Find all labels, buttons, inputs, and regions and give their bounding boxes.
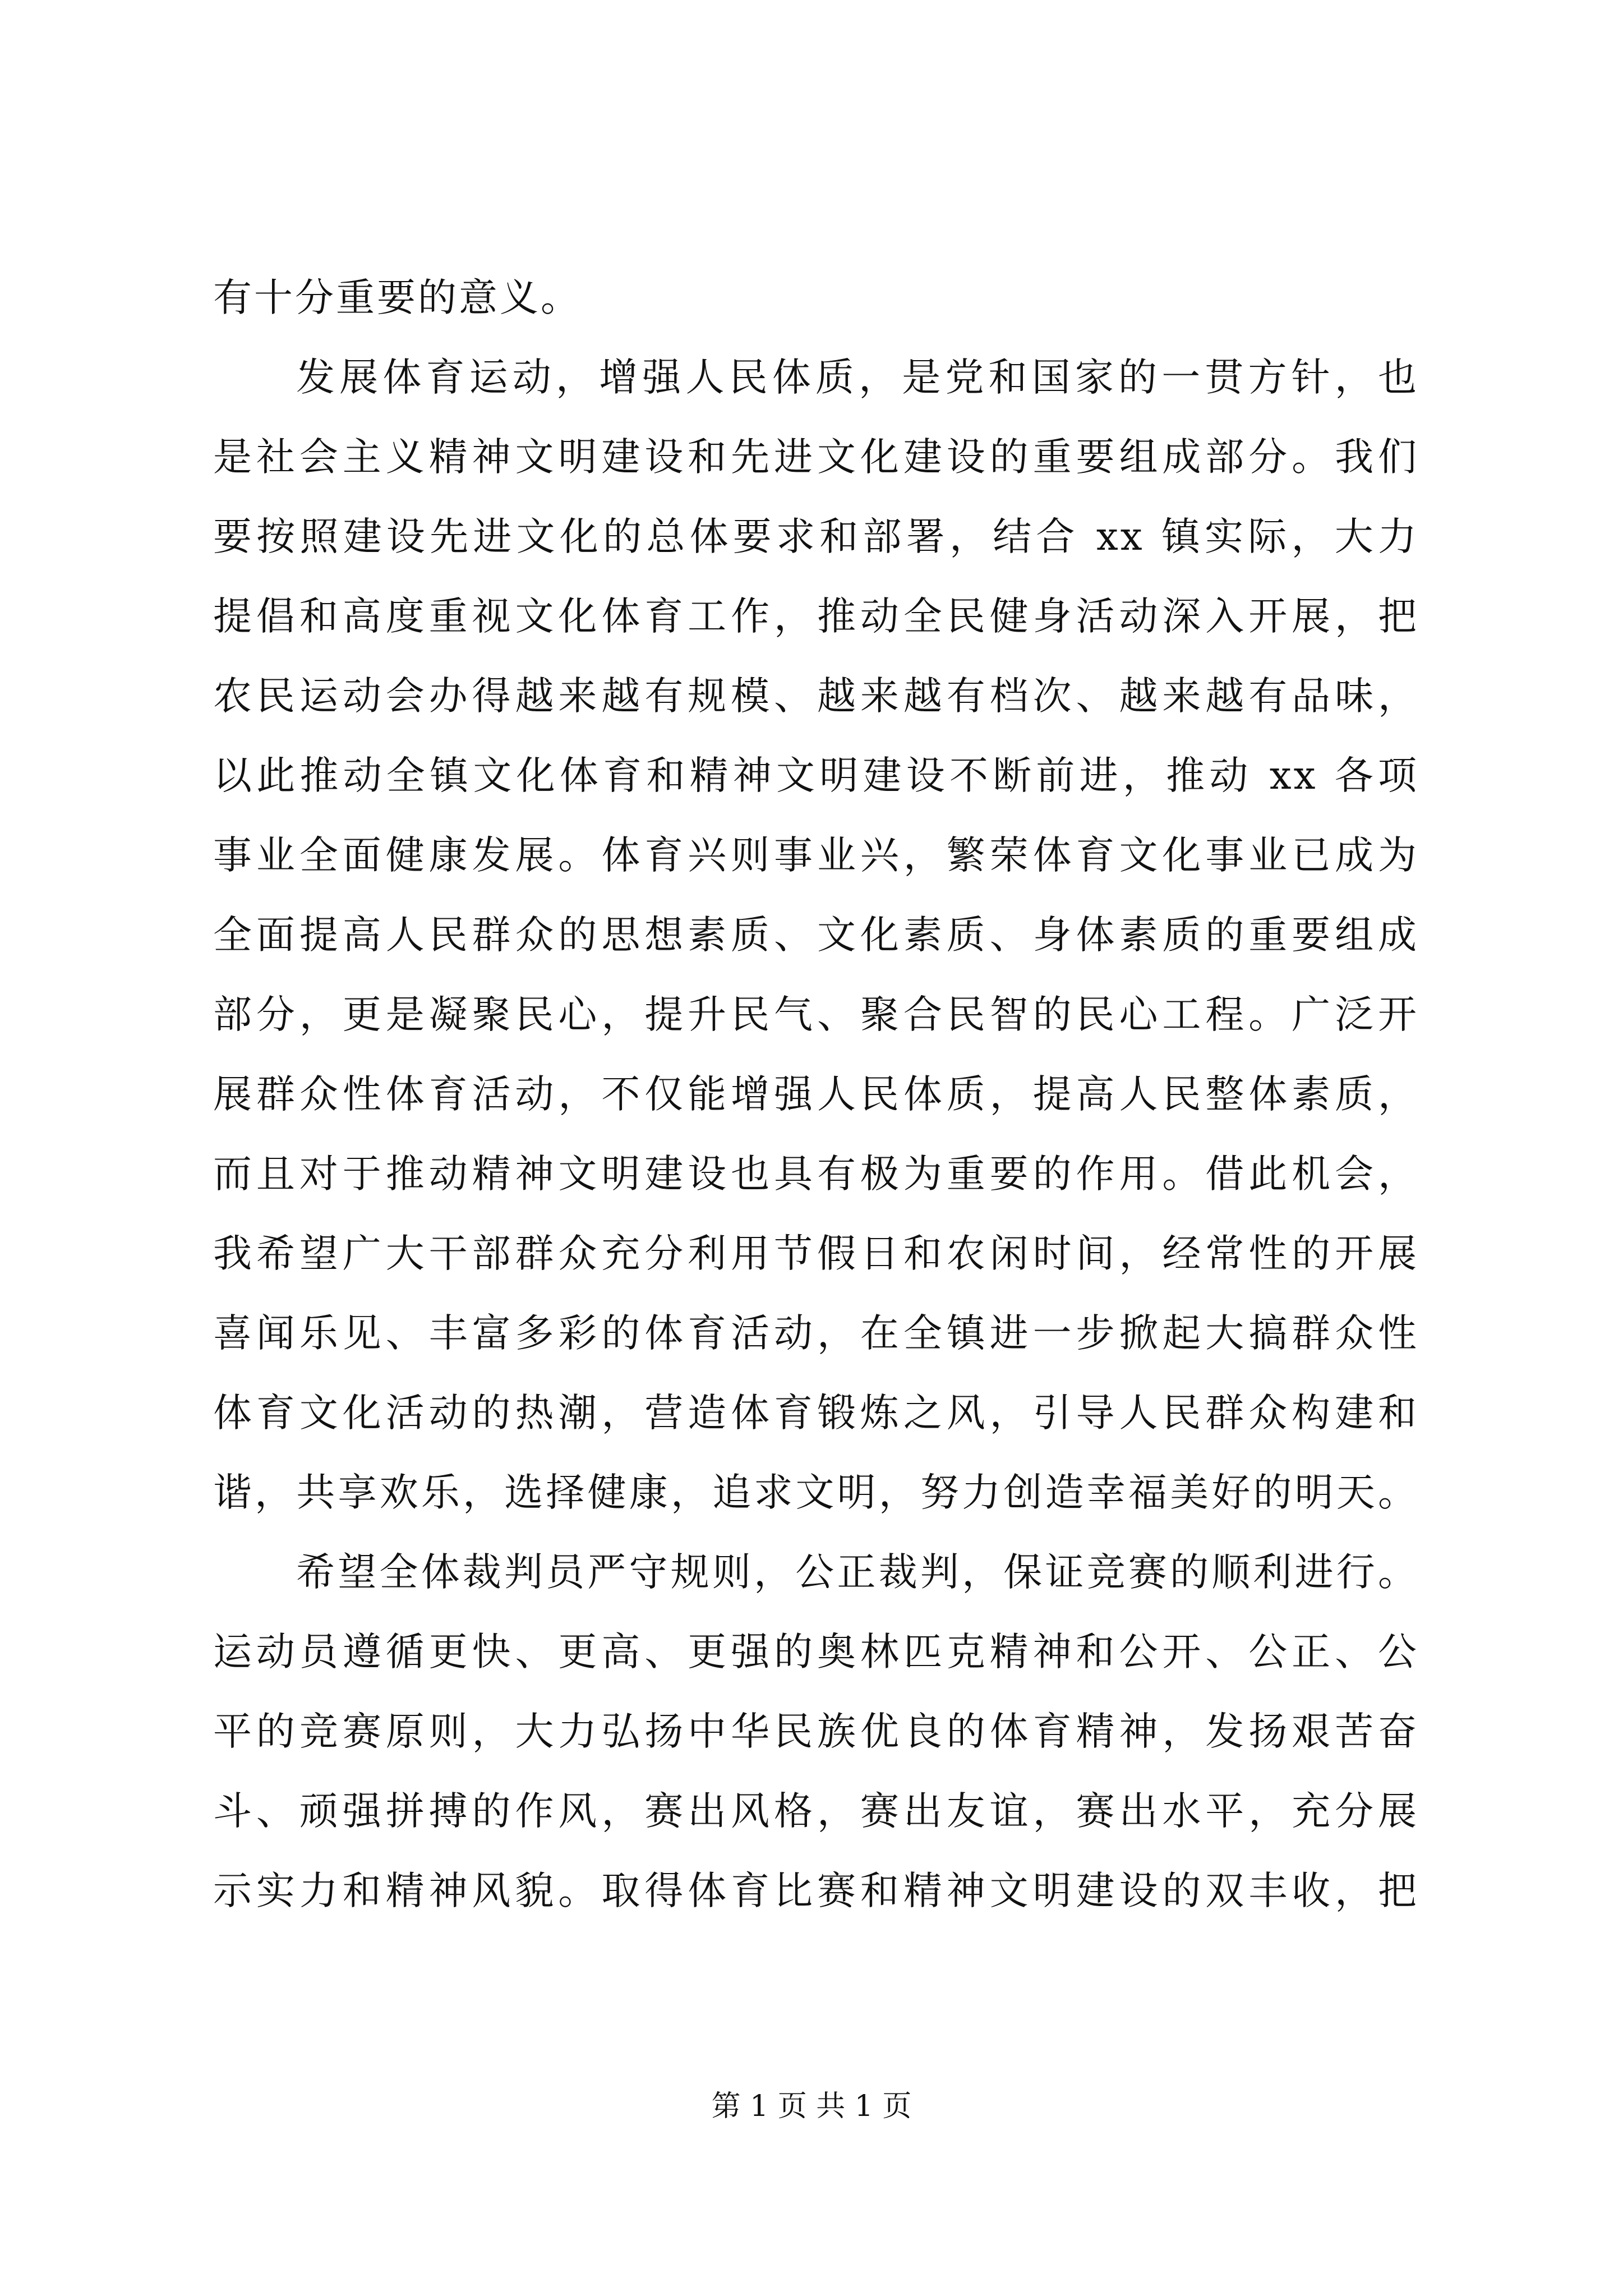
text-line: 农民运动会办得越来越有规模、越来越有档次、越来越有品味， — [213, 674, 1419, 719]
text-line: 提倡和高度重视文化体育工作，推动全民健身活动深入开展，把 — [213, 594, 1419, 639]
text-line: 谐，共享欢乐，选择健康，追求文明，努力创造幸福美好的明天。 — [213, 1470, 1419, 1515]
text-line: 以此推动全镇文化体育和精神文明建设不断前进，推动 xx 各项 — [213, 753, 1419, 798]
page-footer: 第 1 页 共 1 页 — [711, 2090, 912, 2123]
text-line: 发展体育运动，增强人民体质，是党和国家的一贯方针，也 — [296, 355, 1419, 400]
document-body — [213, 258, 1419, 1931]
text-line: 部分，更是凝聚民心，提升民气、聚合民智的民心工程。广泛开 — [213, 992, 1419, 1037]
text-line: 而且对于推动精神文明建设也具有极为重要的作用。借此机会， — [213, 1152, 1419, 1197]
text-line: 全面提高人民群众的思想素质、文化素质、身体素质的重要组成 — [213, 913, 1419, 958]
text-line: 是社会主义精神文明建设和先进文化建设的重要组成部分。我们 — [213, 435, 1419, 480]
text-line: 斗、顽强拼搏的作风，赛出风格，赛出友谊，赛出水平，充分展 — [213, 1789, 1419, 1834]
text-line: 平的竞赛原则，大力弘扬中华民族优良的体育精神，发扬艰苦奋 — [213, 1709, 1419, 1754]
text-line: 体育文化活动的热潮，营造体育锻炼之风，引导人民群众构建和 — [213, 1391, 1419, 1435]
text-line: 我希望广大干部群众充分利用节假日和农闲时间，经常性的开展 — [213, 1231, 1419, 1276]
text-line: 示实力和精神风貌。取得体育比赛和精神文明建设的双丰收，把 — [213, 1869, 1419, 1913]
text-line: 运动员遵循更快、更高、更强的奥林匹克精神和公开、公正、公 — [213, 1630, 1419, 1674]
text-line: 希望全体裁判员严守规则，公正裁判，保证竞赛的顺利进行。 — [296, 1550, 1419, 1595]
text-line: 要按照建设先进文化的总体要求和部署，结合 xx 镇实际，大力 — [213, 514, 1419, 559]
text-line: 喜闻乐见、丰富多彩的体育活动，在全镇进一步掀起大搞群众性 — [213, 1311, 1419, 1356]
text-line: 有十分重要的意义。 — [213, 275, 582, 320]
text-line: 事业全面健康发展。体育兴则事业兴，繁荣体育文化事业已成为 — [213, 833, 1419, 878]
text-line: 展群众性体育活动，不仅能增强人民体质，提高人民整体素质， — [213, 1072, 1419, 1117]
